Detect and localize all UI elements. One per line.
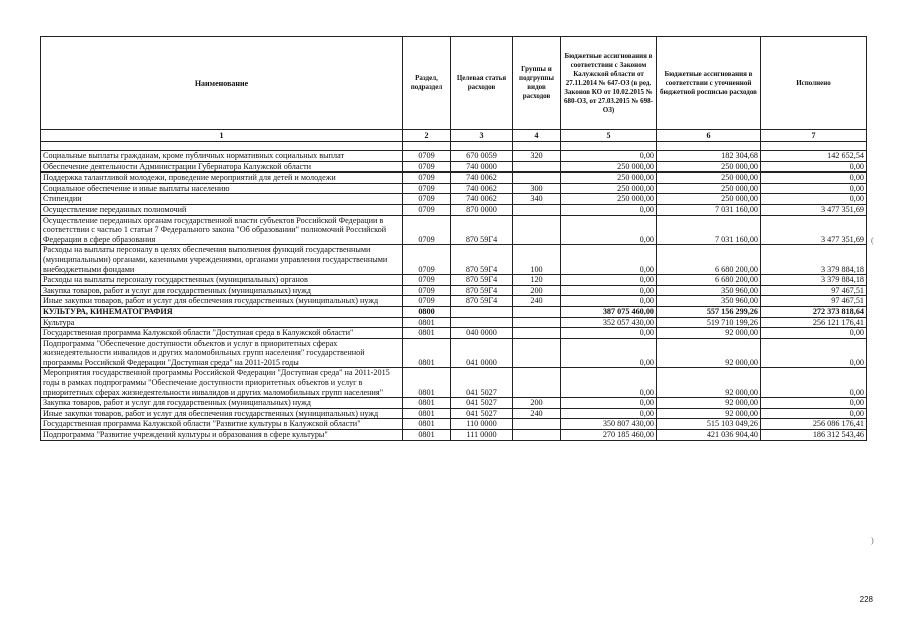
table-row [41,368,867,398]
row-target-article: 040 0000 [451,328,513,339]
column-number-row [41,130,867,142]
row-section: 0709 [403,151,451,162]
row-target-article: 041 5027 [451,408,513,419]
row-executed: 186 312 543,46 [761,430,867,441]
row-name: Осуществление переданных органам государственной власти субъектов Российской Федерации в соответствии с частью 1 статьи 7 Федерального закона "Об образовании" полномочий Российской Федерации в сфере образования [41,215,403,245]
row-budget-refined: 350 960,00 [657,285,761,296]
row-target-article: 740 0062 [451,194,513,205]
row-target-article: 870 59Г4 [451,215,513,245]
budget-table [40,36,867,441]
row-section: 0709 [403,183,451,194]
row-budget-law: 0,00 [561,151,657,162]
row-budget-law: 0,00 [561,398,657,409]
row-budget-law: 0,00 [561,338,657,368]
row-budget-refined: 250 000,00 [657,194,761,205]
row-section: 0709 [403,161,451,172]
header-expense-groups: Группы и подгруппы видов расходов [513,37,561,130]
row-budget-refined: 250 000,00 [657,183,761,194]
row-name: Стипендии [41,194,403,205]
row-budget-law: 250 000,00 [561,173,657,184]
row-name: Государственная программа Калужской области "Доступная среда в Калужской области" [41,328,403,339]
row-section: 0801 [403,419,451,430]
row-section: 0801 [403,398,451,409]
row-name: Социальное обеспечение и иные выплаты населению [41,183,403,194]
row-budget-refined: 92 000,00 [657,338,761,368]
row-budget-refined: 519 710 199,26 [657,317,761,328]
row-target-article: 870 0000 [451,204,513,215]
row-section: 0800 [403,306,451,317]
table-row [41,296,867,307]
row-expense-group [513,419,561,430]
row-expense-group [513,215,561,245]
table-row [41,183,867,194]
row-name: КУЛЬТУРА, КИНЕМАТОГРАФИЯ [41,306,403,317]
row-expense-group: 100 [513,245,561,275]
row-expense-group: 200 [513,398,561,409]
row-executed: 256 086 176,41 [761,419,867,430]
column-number: 4 [513,130,561,142]
row-name: Подпрограмма "Обеспечение доступности объектов и услуг в приоритетных сферах жизнедеятельности инвалидов и других маломобильных групп населения" государственной программы Российской Федерации "Доступная среда" на 2011-2015 годы [41,338,403,368]
row-section: 0709 [403,296,451,307]
row-budget-refined: 92 000,00 [657,408,761,419]
table-row [41,408,867,419]
row-budget-law: 0,00 [561,215,657,245]
row-executed: 3 477 351,69 [761,215,867,245]
header-budget-law: Бюджетные ассигнования в соответствии с Законом Калужской области от 27.11.2014 № 647-ОЗ (в ред. Законов КО от 10.02.2015 № 680-ОЗ, от 27.03.2015 № 698-ОЗ) [561,37,657,130]
row-expense-group [513,306,561,317]
row-expense-group: 340 [513,194,561,205]
row-budget-law: 250 000,00 [561,183,657,194]
table-row [41,173,867,184]
row-executed: 97 467,51 [761,296,867,307]
row-executed: 256 121 176,41 [761,317,867,328]
table-row [41,151,867,162]
row-budget-law: 250 000,00 [561,194,657,205]
table-row [41,194,867,205]
row-expense-group: 120 [513,275,561,286]
row-budget-law: 387 075 460,00 [561,306,657,317]
table-row [41,430,867,441]
header-name: Наименование [41,37,403,130]
row-name: Расходы на выплаты персоналу государственных (муниципальных) органов [41,275,403,286]
row-budget-law: 0,00 [561,245,657,275]
scan-edge-mark: ( [871,236,874,245]
row-section: 0709 [403,215,451,245]
row-budget-refined: 250 000,00 [657,173,761,184]
row-section: 0801 [403,430,451,441]
row-expense-group [513,430,561,441]
header-budget-refined: Бюджетные ассигнования в соответствии с уточненной бюджетной росписью расходов [657,37,761,130]
row-section: 0801 [403,408,451,419]
row-name: Иные закупки товаров, работ и услуг для обеспечения государственных (муниципальных) нужд [41,296,403,307]
row-budget-law: 0,00 [561,285,657,296]
header-target-article: Целевая статья расходов [451,37,513,130]
header-executed: Исполнено [761,37,867,130]
spacer-row [41,142,867,151]
row-executed: 0,00 [761,194,867,205]
row-budget-refined: 515 103 049,26 [657,419,761,430]
row-name: Закупка товаров, работ и услуг для государственных (муниципальных) нужд [41,398,403,409]
row-budget-refined: 7 031 160,00 [657,204,761,215]
row-section: 0801 [403,317,451,328]
row-executed: 97 467,51 [761,285,867,296]
row-budget-refined: 92 000,00 [657,368,761,398]
row-expense-group: 200 [513,285,561,296]
budget-table-sheet [40,36,866,441]
row-name: Подпрограмма "Развитие учреждений культуры и образования в сфере культуры" [41,430,403,441]
row-target-article: 111 0000 [451,430,513,441]
scan-edge-mark: ) [871,536,874,545]
row-expense-group [513,328,561,339]
row-executed: 0,00 [761,173,867,184]
row-executed: 0,00 [761,328,867,339]
row-budget-refined: 92 000,00 [657,398,761,409]
row-budget-law: 0,00 [561,368,657,398]
row-target-article: 670 0059 [451,151,513,162]
row-name: Осуществление переданных полномочий [41,204,403,215]
row-expense-group: 240 [513,296,561,307]
row-budget-law: 0,00 [561,275,657,286]
table-row [41,328,867,339]
row-executed: 0,00 [761,161,867,172]
table-row [41,161,867,172]
row-section: 0709 [403,285,451,296]
row-target-article: 870 59Г4 [451,245,513,275]
row-target-article: 870 59Г4 [451,275,513,286]
table-row [41,285,867,296]
row-budget-law: 0,00 [561,296,657,307]
row-budget-refined: 250 000,00 [657,161,761,172]
row-executed: 0,00 [761,338,867,368]
row-executed: 272 373 818,64 [761,306,867,317]
row-budget-refined: 421 036 904,40 [657,430,761,441]
row-target-article: 870 59Г4 [451,285,513,296]
table-row [41,215,867,245]
column-number: 5 [561,130,657,142]
row-target-article: 740 0062 [451,173,513,184]
table-row [41,245,867,275]
table-body [41,151,867,441]
table-row [41,306,867,317]
row-section: 0709 [403,194,451,205]
row-section: 0709 [403,204,451,215]
table-row [41,275,867,286]
row-target-article: 110 0000 [451,419,513,430]
row-budget-refined: 6 680 200,00 [657,275,761,286]
header-section: Раздел, подраздел [403,37,451,130]
row-expense-group [513,204,561,215]
row-target-article: 870 59Г4 [451,296,513,307]
row-executed: 3 477 351,69 [761,204,867,215]
row-executed: 3 379 884,18 [761,275,867,286]
page-number: 228 [859,595,873,604]
table-row [41,204,867,215]
table-row [41,317,867,328]
row-target-article: 041 5027 [451,398,513,409]
table-header-row [41,37,867,130]
row-budget-refined: 350 960,00 [657,296,761,307]
row-executed: 0,00 [761,368,867,398]
row-budget-law: 0,00 [561,328,657,339]
row-executed: 3 379 884,18 [761,245,867,275]
row-executed: 142 652,54 [761,151,867,162]
row-expense-group [513,338,561,368]
row-expense-group: 240 [513,408,561,419]
row-target-article [451,317,513,328]
row-section: 0801 [403,328,451,339]
row-budget-refined: 92 000,00 [657,328,761,339]
column-number: 1 [41,130,403,142]
row-target-article: 041 5027 [451,368,513,398]
row-name: Обеспечение деятельности Администрации Губернатора Калужской области [41,161,403,172]
row-executed: 0,00 [761,408,867,419]
row-target-article: 740 0062 [451,183,513,194]
row-budget-law: 0,00 [561,204,657,215]
row-section: 0801 [403,368,451,398]
row-section: 0709 [403,173,451,184]
column-number: 2 [403,130,451,142]
row-section: 0709 [403,275,451,286]
row-budget-law: 0,00 [561,408,657,419]
row-budget-law: 270 185 460,00 [561,430,657,441]
row-name: Культура [41,317,403,328]
row-budget-law: 352 057 430,00 [561,317,657,328]
table-row [41,419,867,430]
column-number: 7 [761,130,867,142]
row-budget-refined: 182 304,68 [657,151,761,162]
row-name: Государственная программа Калужской области "Развитие культуры в Калужской области" [41,419,403,430]
table-row [41,338,867,368]
row-name: Расходы на выплаты персоналу в целях обеспечения выполнения функций государственными (муниципальными) органами, казенными учреждениями, органами управления государственными внебюджетными фондами [41,245,403,275]
row-section: 0801 [403,338,451,368]
row-target-article: 041 0000 [451,338,513,368]
row-budget-refined: 6 680 200,00 [657,245,761,275]
column-number: 3 [451,130,513,142]
row-target-article: 740 0000 [451,161,513,172]
row-target-article [451,306,513,317]
column-number: 6 [657,130,761,142]
row-name: Мероприятия государственной программы Российской Федерации "Доступная среда" на 2011-2015 годы в рамках подпрограммы "Обеспечение доступности приоритетных объектов и услуг в приоритетных сферах жизнедеятельности инвалидов и других маломобильных групп населения" [41,368,403,398]
row-name: Социальные выплаты гражданам, кроме публичных нормативных социальных выплат [41,151,403,162]
row-section: 0709 [403,245,451,275]
table-row [41,398,867,409]
row-expense-group: 320 [513,151,561,162]
row-name: Поддержка талантливой молодежи, проведение мероприятий для детей и молодежи [41,173,403,184]
row-executed: 0,00 [761,183,867,194]
row-expense-group [513,173,561,184]
row-budget-law: 250 000,00 [561,161,657,172]
row-budget-refined: 7 031 160,00 [657,215,761,245]
row-expense-group [513,161,561,172]
row-expense-group [513,368,561,398]
row-name: Иные закупки товаров, работ и услуг для обеспечения государственных (муниципальных) нужд [41,408,403,419]
row-budget-law: 350 807 430,00 [561,419,657,430]
row-expense-group [513,317,561,328]
row-name: Закупка товаров, работ и услуг для государственных (муниципальных) нужд [41,285,403,296]
row-expense-group: 300 [513,183,561,194]
row-budget-refined: 557 156 299,26 [657,306,761,317]
row-executed: 0,00 [761,398,867,409]
